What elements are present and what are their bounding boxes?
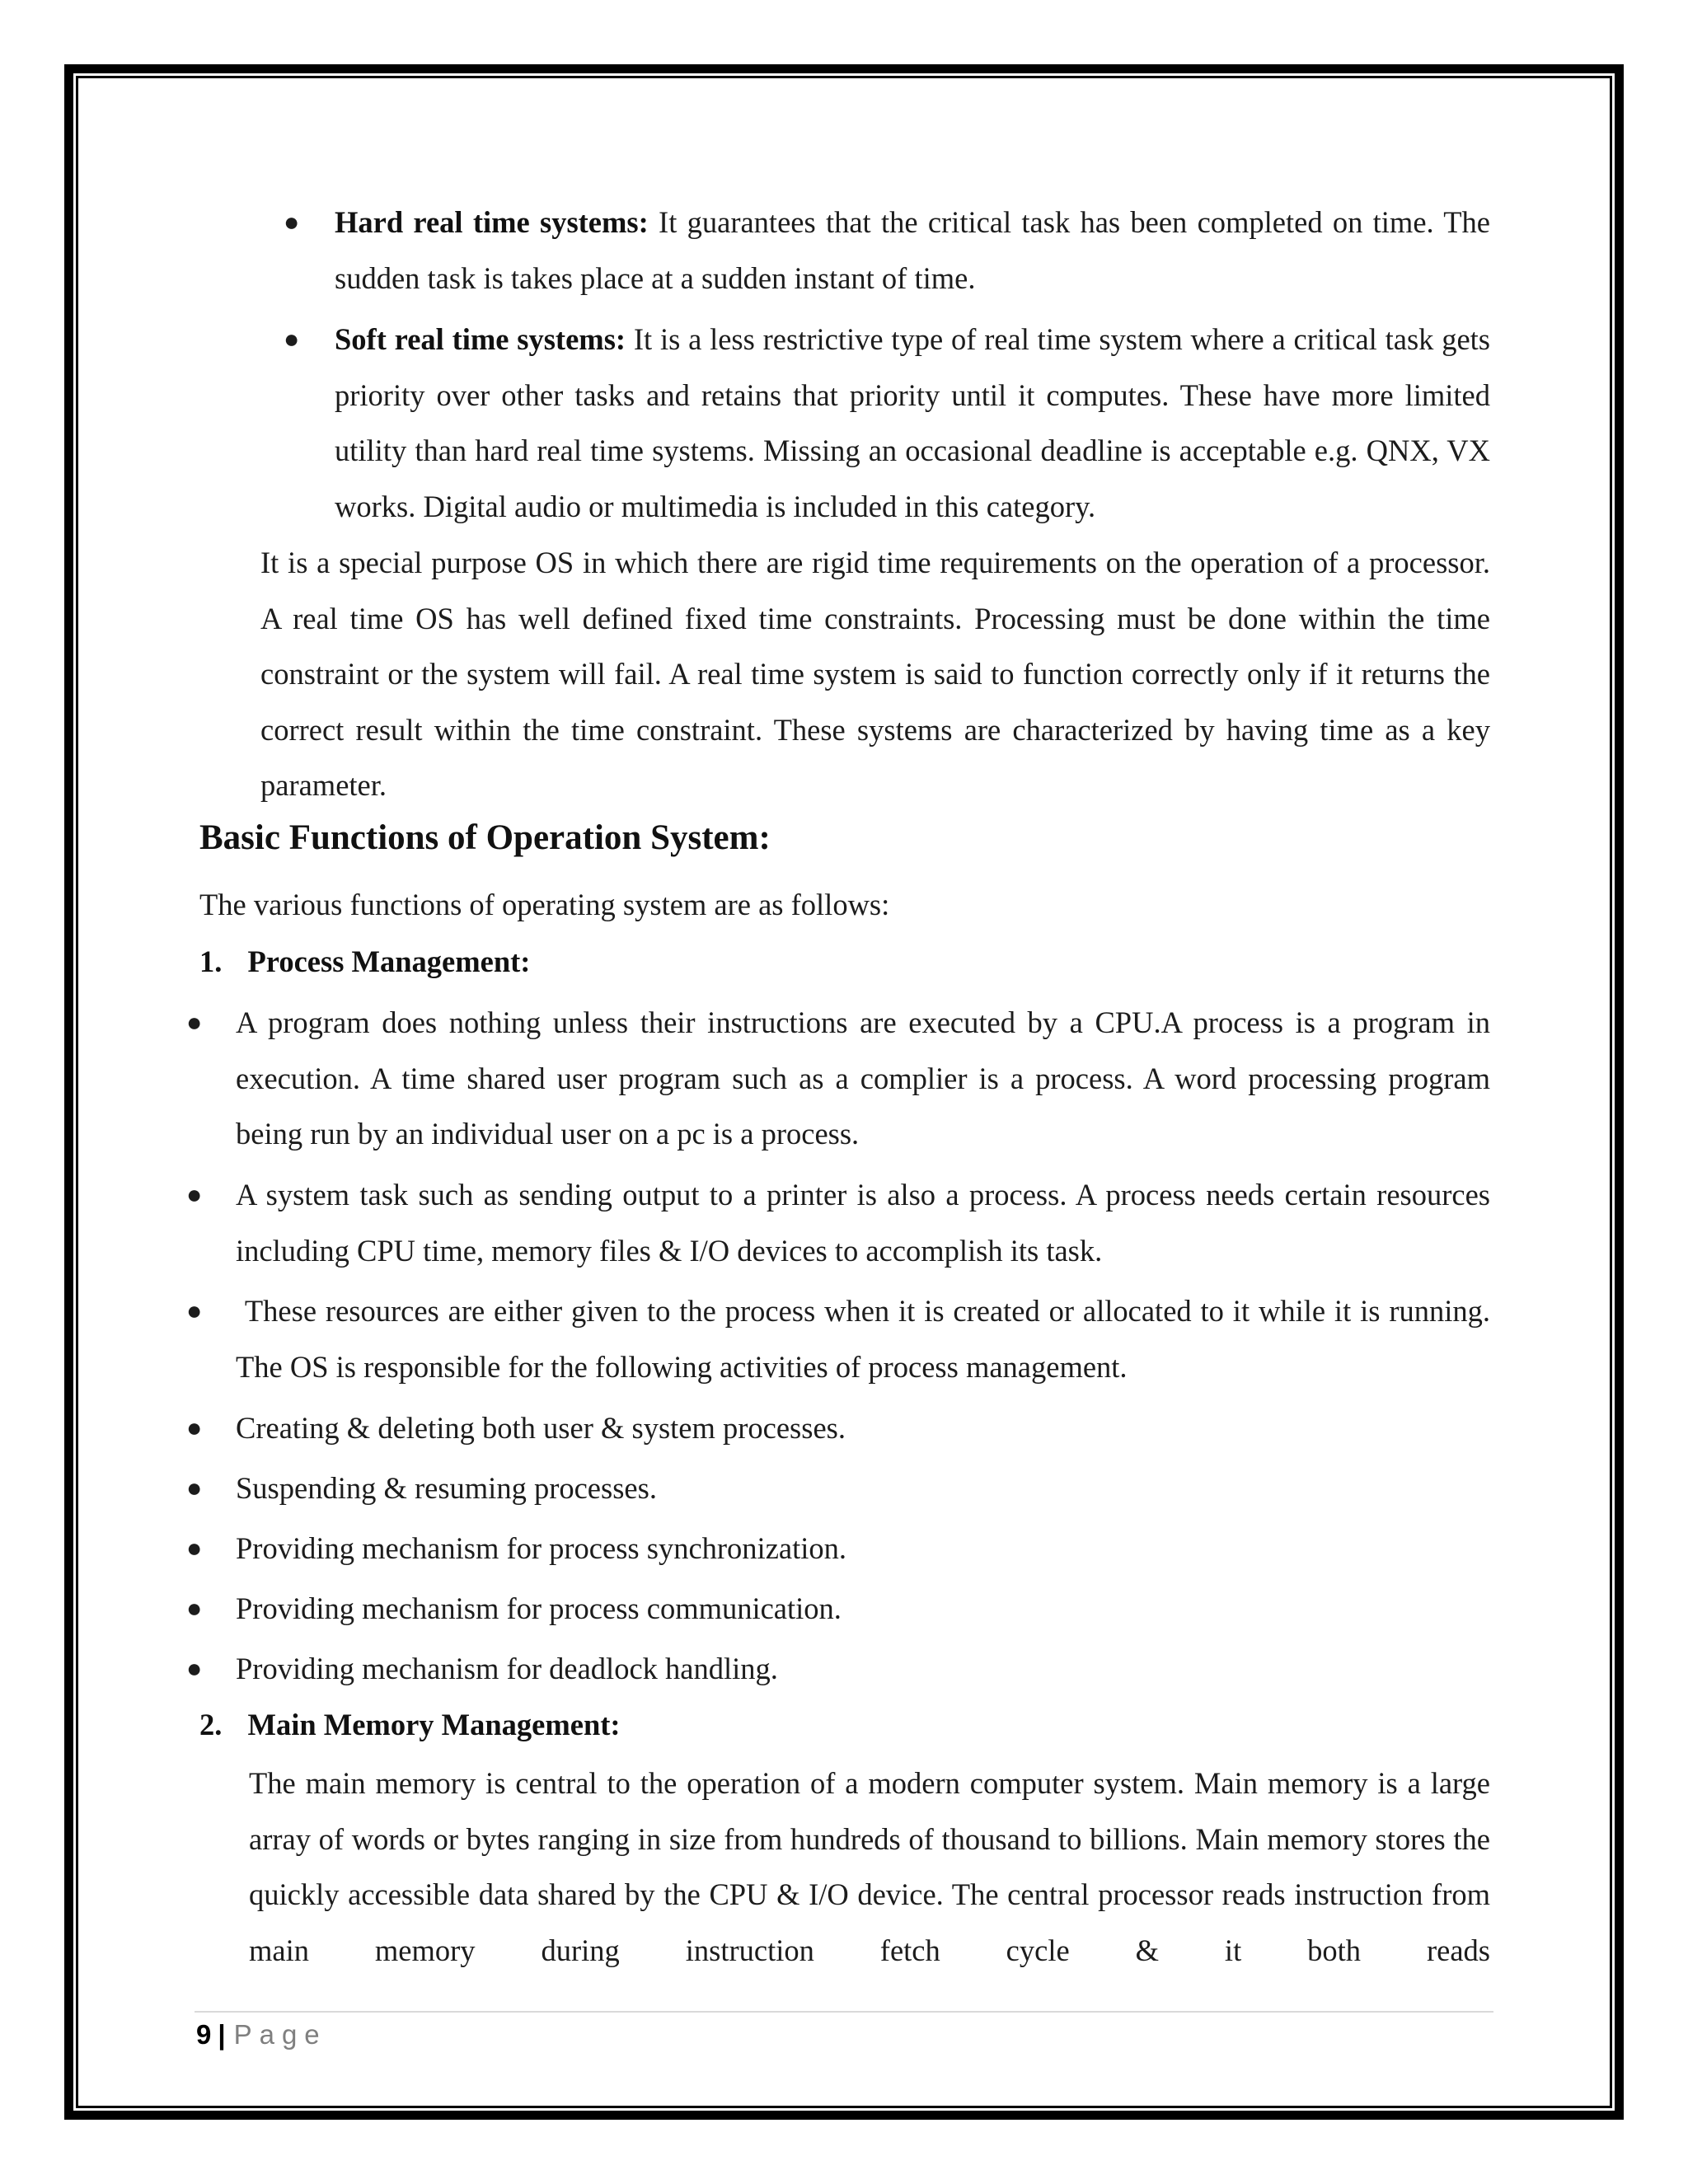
list-item-text: Providing mechanism for process synchronization.	[236, 1531, 846, 1565]
bullet-icon: ●	[186, 1653, 203, 1683]
rt-paragraph-text: It is a special purpose OS in which there are rigid time requirements on the operation of a processor. A real time OS has well defined fixed time constraints. Processing must be done within the time constraint or the system will fail. A real time system is said to function correctly only if it returns the correct result within the time constraint. These systems are characterized by having time as a key parameter.	[260, 546, 1490, 802]
list-item	[236, 1167, 1490, 1278]
list-item-text: Providing mechanism for process communication.	[236, 1591, 842, 1625]
list-item-text: Suspending & resuming processes.	[236, 1471, 657, 1505]
list-item-text: Providing mechanism for deadlock handling.	[236, 1652, 778, 1685]
bullet-icon: ●	[186, 1179, 203, 1209]
rt-paragraph	[260, 535, 1490, 813]
section-intro: The various functions of operating system are as follows:	[199, 888, 890, 921]
list-item-text: Creating & deleting both user & system processes.	[236, 1411, 846, 1445]
bullet-icon: ●	[186, 1007, 203, 1037]
memory-mgmt-title: Main Memory Management:	[247, 1708, 621, 1741]
rt-bullet-title: Soft real time systems:	[335, 322, 626, 356]
list-item-text: A system task such as sending output to a printer is also a process. A process needs certain resources including CPU time, memory files & I/O devices to accomplish its task.	[236, 1178, 1490, 1268]
rt-bullet-text: It is a less restrictive type of real time system where a critical task gets priority over other tasks and retains that priority until it computes. These have more limited utility than hard real time systems. Missing an occasional deadline is acceptable e.g. QNX, VX works. Digital audio or multimedia is included in this category.	[335, 322, 1490, 523]
footer-divider	[195, 2011, 1493, 2013]
bullet-icon: ●	[186, 1413, 203, 1442]
rt-bullet-title: Hard real time systems:	[335, 205, 649, 239]
page-label: Page	[233, 2019, 327, 2050]
list-item-text: A program does nothing unless their instructions are executed by a CPU.A process is a program in execution. A time shared user program such as a complier is a process. A word processing program being run by an individual user on a pc is a process.	[236, 1005, 1490, 1151]
memory-mgmt-heading	[199, 1700, 621, 1750]
bullet-icon: ●	[186, 1473, 203, 1502]
memory-mgmt-text: The main memory is central to the operation of a modern computer system. Main memory is a large array of words or bytes ranging in size from hundreds of thousand to billions. Main memory stores the quickly accessible data shared by the CPU & I/O device. The central processor reads instruction from main memory during instruction fetch cycle & it both reads	[249, 1766, 1490, 1967]
rt-bullet-text: It guarantees that the critical task has been completed on time. The sudden task is takes place at a sudden instant of time.	[335, 205, 1491, 295]
bullet-icon: ●	[186, 1533, 203, 1563]
list-item-text: These resources are either given to the process when it is created or allocated to it while it is running. The OS is responsible for the following activities of process management.	[236, 1294, 1498, 1384]
process-mgmt-number: 1.	[199, 944, 223, 978]
bullet-icon: ●	[284, 324, 300, 354]
rt-bullet-soft	[335, 312, 1490, 534]
bullet-icon: ●	[186, 1593, 203, 1623]
section-heading: Basic Functions of Operation System:	[199, 818, 771, 857]
memory-mgmt-paragraph	[249, 1755, 1490, 1978]
list-item	[236, 1283, 1498, 1394]
process-mgmt-heading	[199, 937, 530, 987]
process-mgmt-title: Process Management:	[247, 944, 531, 978]
rt-bullet-hard	[335, 194, 1490, 306]
page-number: 9	[196, 2019, 212, 2050]
page-footer	[196, 2014, 327, 2055]
page-separator: |	[218, 2019, 226, 2050]
memory-mgmt-number: 2.	[199, 1708, 223, 1741]
bullet-icon: ●	[284, 207, 300, 237]
bullet-icon: ●	[186, 1296, 203, 1325]
list-item	[236, 995, 1490, 1162]
